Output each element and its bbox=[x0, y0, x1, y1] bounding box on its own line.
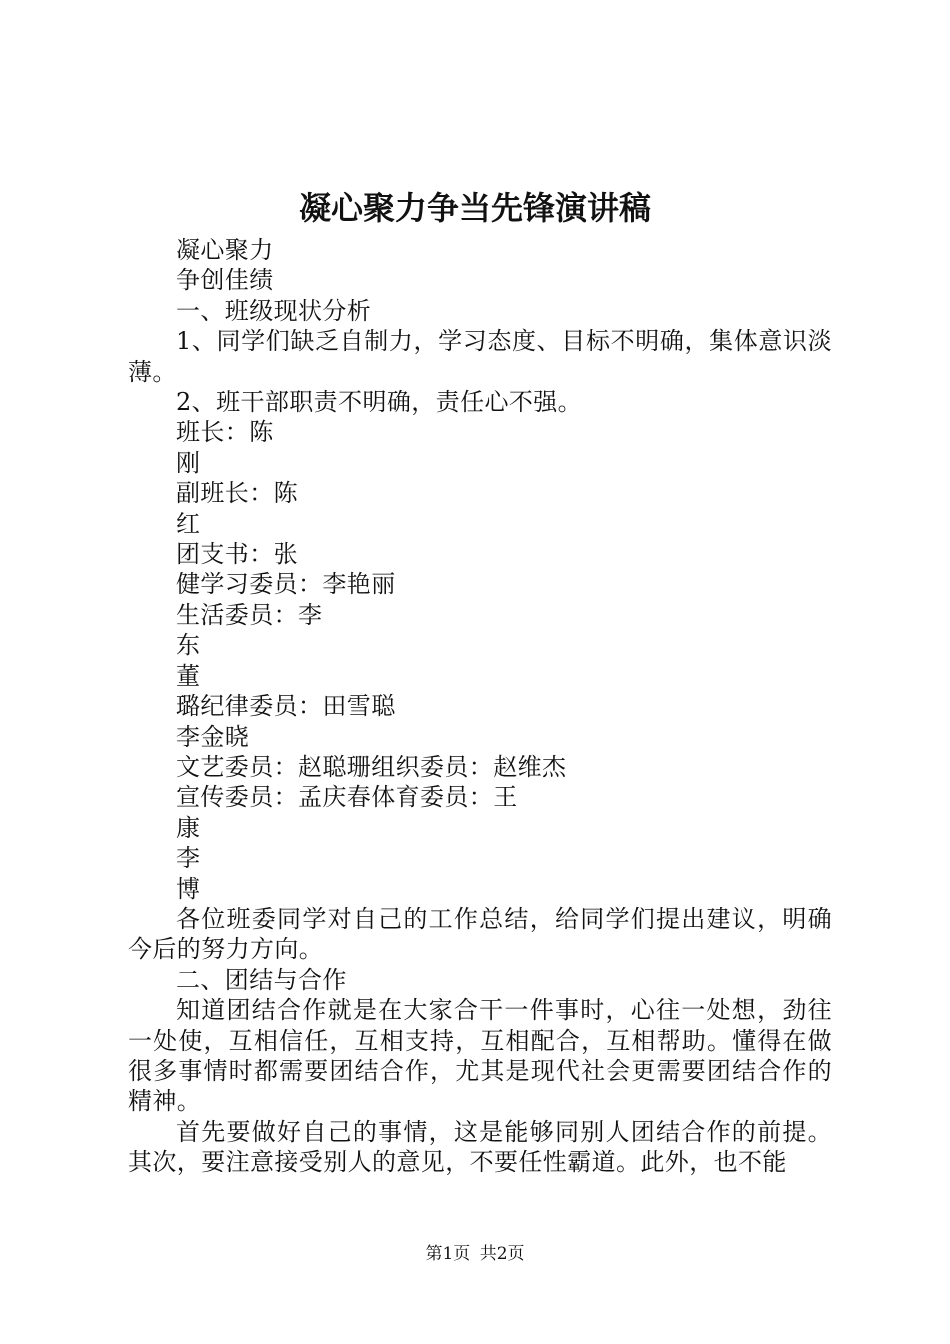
paragraph: 康 bbox=[176, 813, 201, 842]
paragraph: 班长：陈 bbox=[176, 418, 274, 447]
paragraph: 李金晓 bbox=[176, 722, 250, 751]
paragraph: 首先要做好自己的事情，这是能够同别人团结合作的前提。其次，要注意接受别人的意见，不要任性霸道。此外，也不能 bbox=[128, 1117, 832, 1177]
paragraph: 副班长：陈 bbox=[176, 479, 298, 508]
paragraph: 知道团结合作就是在大家合干一件事时，心往一处想，劲往一处使，互相信任，互相支持，互相配合，互相帮助。懂得在做很多事情时都需要团结合作，尤其是现代社会更需要团结合作的精神。 bbox=[128, 996, 832, 1116]
page-total: 共2页 bbox=[479, 1244, 525, 1264]
paragraph: 2、班干部职责不明确，责任心不强。 bbox=[176, 388, 583, 417]
page-footer bbox=[0, 1242, 950, 1266]
paragraph: 争创佳绩 bbox=[176, 266, 274, 295]
paragraph: 博 bbox=[176, 874, 201, 903]
paragraph: 各位班委同学对自己的工作总结，给同学们提出建议，明确今后的努力方向。 bbox=[128, 904, 832, 964]
document-title: 凝心聚力争当先锋演讲稿 bbox=[298, 189, 651, 227]
paragraph: 刚 bbox=[176, 448, 201, 477]
paragraph: 红 bbox=[176, 509, 201, 538]
paragraph: 东 bbox=[176, 631, 201, 660]
paragraph: 宣传委员：孟庆春体育委员：王 bbox=[176, 783, 518, 812]
paragraph: 生活委员：李 bbox=[176, 600, 323, 629]
document-body bbox=[128, 235, 832, 1178]
paragraph: 董 bbox=[176, 661, 201, 690]
paragraph: 璐纪律委员：田雪聪 bbox=[176, 692, 396, 721]
paragraph: 1、同学们缺乏自制力，学习态度、目标不明确，集体意识淡薄。 bbox=[128, 327, 832, 386]
paragraph: 二、团结与合作 bbox=[176, 965, 347, 994]
paragraph: 一、班级现状分析 bbox=[176, 296, 372, 325]
paragraph: 文艺委员：赵聪珊组织委员：赵维杰 bbox=[176, 752, 567, 781]
paragraph: 凝心聚力 bbox=[176, 236, 274, 264]
paragraph: 李 bbox=[176, 844, 201, 873]
page-number: 第1页 bbox=[425, 1244, 471, 1264]
paragraph: 健学习委员：李艳丽 bbox=[176, 570, 396, 599]
paragraph: 团支书：张 bbox=[176, 540, 298, 569]
